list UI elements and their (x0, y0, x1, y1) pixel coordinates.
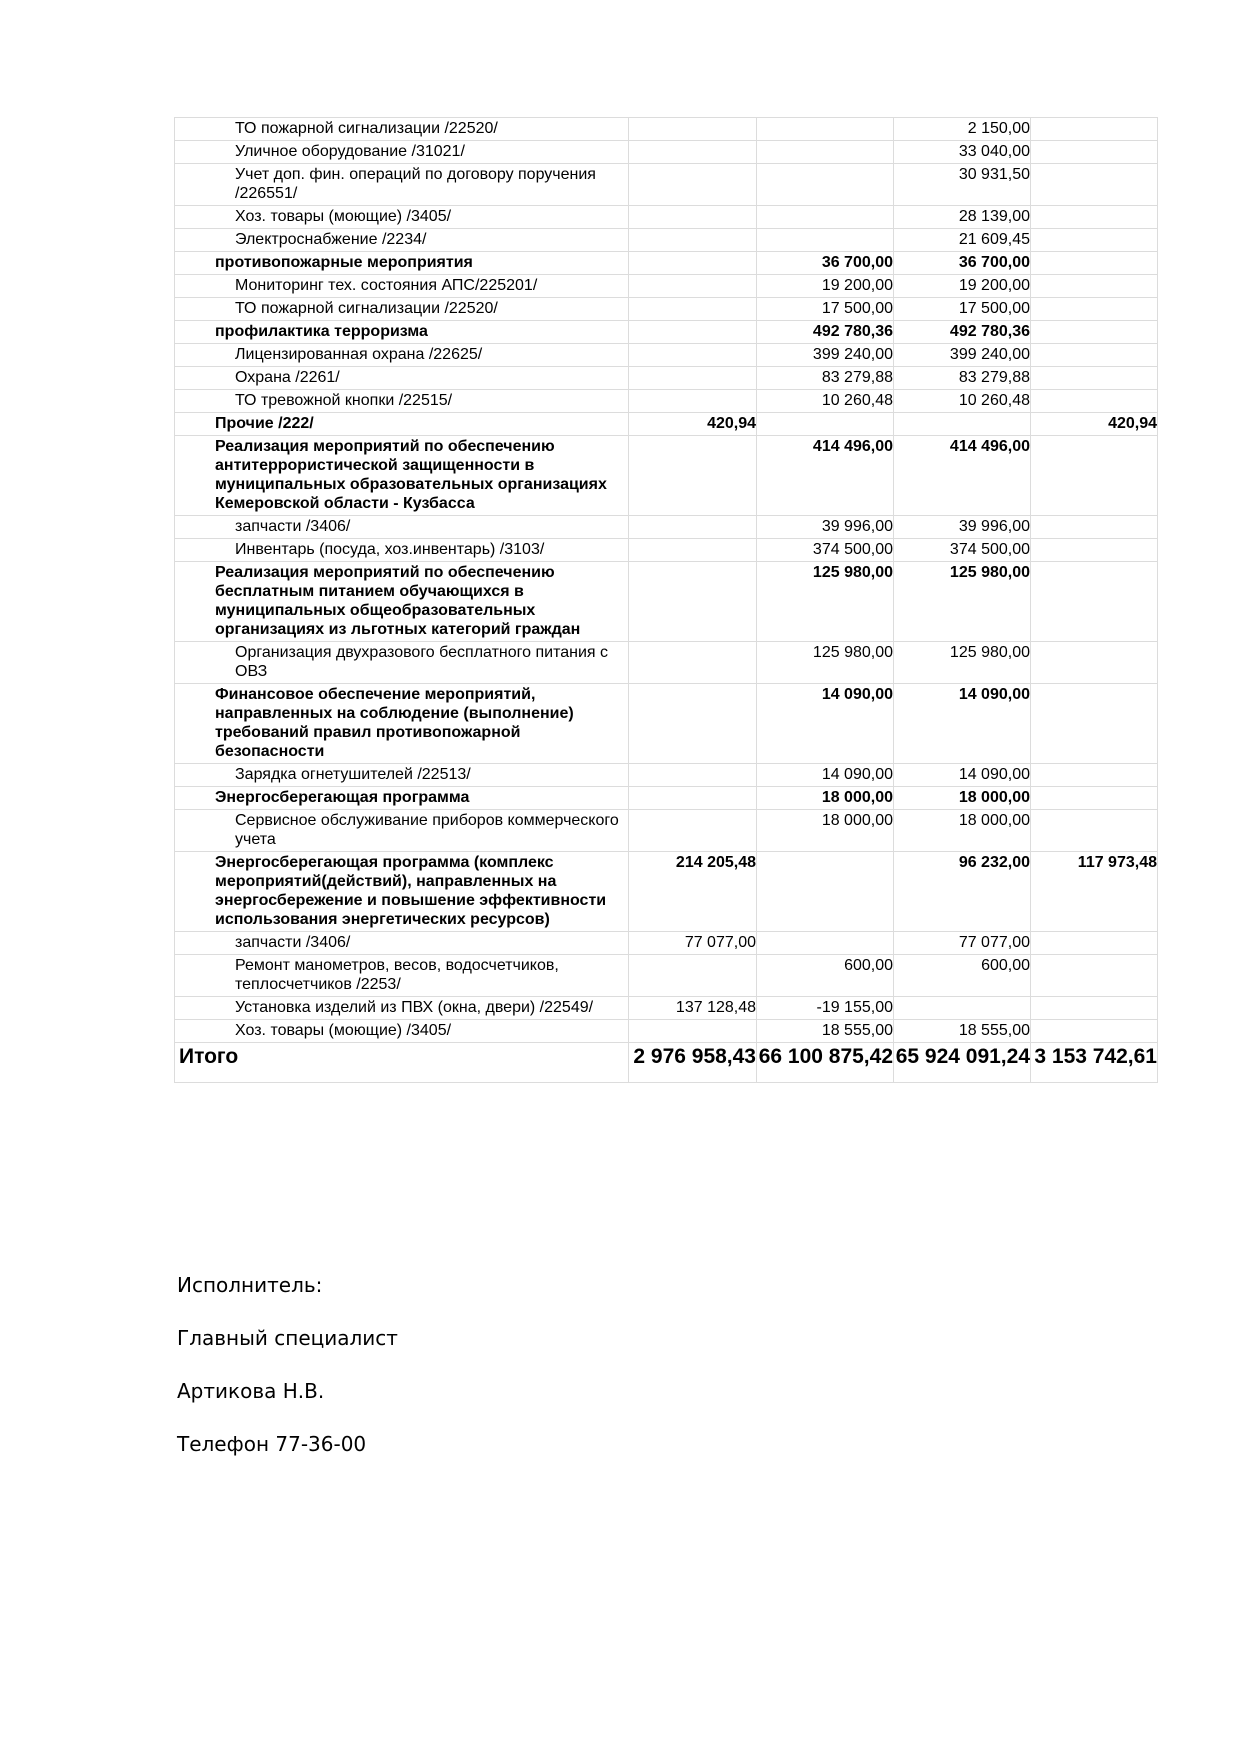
row-col1 (629, 787, 757, 810)
row-col1: 137 128,48 (629, 997, 757, 1020)
row-col1 (629, 390, 757, 413)
row-col3: 374 500,00 (894, 539, 1031, 562)
row-col2: 36 700,00 (757, 252, 894, 275)
table-row (175, 390, 1158, 413)
table-row (175, 164, 1158, 206)
row-col4 (1031, 275, 1158, 298)
row-col4 (1031, 955, 1158, 997)
table-row (175, 229, 1158, 252)
row-name: Реализация мероприятий по обеспечению антитеррористической защищенности в муниципальных образовательных организациях Кемеровской области - Кузбасса (175, 436, 629, 516)
row-col3 (894, 997, 1031, 1020)
table-row (175, 1020, 1158, 1043)
row-col2: 17 500,00 (757, 298, 894, 321)
row-name: Реализация мероприятий по обеспечению бесплатным питанием обучающихся в муниципальных общеобразовательных организациях из льготных категорий граждан (175, 562, 629, 642)
row-col4 (1031, 764, 1158, 787)
row-col4: 117 973,48 (1031, 852, 1158, 932)
row-name: Хоз. товары (моющие) /3405/ (175, 206, 629, 229)
row-col1 (629, 206, 757, 229)
row-col2 (757, 164, 894, 206)
table-group-row (175, 321, 1158, 344)
row-col1 (629, 141, 757, 164)
row-col3: 18 000,00 (894, 787, 1031, 810)
row-col1 (629, 1020, 757, 1043)
row-name: запчасти /3406/ (175, 932, 629, 955)
row-col1 (629, 562, 757, 642)
row-name: Энергосберегающая программа (175, 787, 629, 810)
row-col3: 36 700,00 (894, 252, 1031, 275)
table-group-row (175, 252, 1158, 275)
table-row (175, 955, 1158, 997)
row-col3: 77 077,00 (894, 932, 1031, 955)
executor-name: Артикова Н.В. (177, 1379, 325, 1403)
row-col1 (629, 164, 757, 206)
row-col1 (629, 252, 757, 275)
row-name: ТО пожарной сигнализации /22520/ (175, 118, 629, 141)
table-row (175, 298, 1158, 321)
row-col3: 21 609,45 (894, 229, 1031, 252)
row-col2 (757, 852, 894, 932)
row-col1 (629, 275, 757, 298)
table-group-row (175, 413, 1158, 436)
row-name: Охрана /2261/ (175, 367, 629, 390)
row-col3: 96 232,00 (894, 852, 1031, 932)
row-name: профилактика терроризма (175, 321, 629, 344)
row-col2: 18 000,00 (757, 787, 894, 810)
row-col4 (1031, 539, 1158, 562)
table-group-row (175, 787, 1158, 810)
row-col2: 414 496,00 (757, 436, 894, 516)
row-col4 (1031, 367, 1158, 390)
row-col1 (629, 118, 757, 141)
row-name: Хоз. товары (моющие) /3405/ (175, 1020, 629, 1043)
table-row (175, 206, 1158, 229)
row-col2: -19 155,00 (757, 997, 894, 1020)
table-row (175, 344, 1158, 367)
row-col2 (757, 229, 894, 252)
row-col3: 39 996,00 (894, 516, 1031, 539)
row-col1 (629, 229, 757, 252)
row-col1 (629, 516, 757, 539)
row-col3: 18 555,00 (894, 1020, 1031, 1043)
row-name: ТО тревожной кнопки /22515/ (175, 390, 629, 413)
row-col2 (757, 413, 894, 436)
row-col1 (629, 321, 757, 344)
total-col3: 65 924 091,24 (894, 1043, 1031, 1083)
row-col3: 600,00 (894, 955, 1031, 997)
row-name: Ремонт манометров, весов, водосчетчиков, теплосчетчиков /2253/ (175, 955, 629, 997)
row-col4 (1031, 229, 1158, 252)
row-col2: 83 279,88 (757, 367, 894, 390)
row-col1 (629, 955, 757, 997)
row-name: Энергосберегающая программа (комплекс мероприятий(действий), направленных на энергосбережение и повышение эффективности использования энергетических ресурсов) (175, 852, 629, 932)
row-col4 (1031, 252, 1158, 275)
row-col3: 10 260,48 (894, 390, 1031, 413)
row-col2: 374 500,00 (757, 539, 894, 562)
row-col3 (894, 413, 1031, 436)
row-name: Зарядка огнетушителей /22513/ (175, 764, 629, 787)
signature-block (177, 1270, 398, 1482)
row-col3: 14 090,00 (894, 764, 1031, 787)
row-col4 (1031, 321, 1158, 344)
row-name: Прочие /222/ (175, 413, 629, 436)
table-row (175, 141, 1158, 164)
row-col4 (1031, 642, 1158, 684)
row-name: Учет доп. фин. операций по договору поручения /226551/ (175, 164, 629, 206)
table-group-row (175, 436, 1158, 516)
row-col2: 18 000,00 (757, 810, 894, 852)
table-row (175, 932, 1158, 955)
row-col2: 492 780,36 (757, 321, 894, 344)
table-row (175, 642, 1158, 684)
row-col3: 414 496,00 (894, 436, 1031, 516)
row-col4 (1031, 141, 1158, 164)
row-col2: 600,00 (757, 955, 894, 997)
row-name: Мониторинг тех. состояния АПС/225201/ (175, 275, 629, 298)
row-col2 (757, 206, 894, 229)
row-col2 (757, 118, 894, 141)
row-col3: 125 980,00 (894, 562, 1031, 642)
table-row (175, 764, 1158, 787)
row-col4 (1031, 810, 1158, 852)
row-col3: 399 240,00 (894, 344, 1031, 367)
executor-phone: Телефон 77-36-00 (177, 1432, 367, 1456)
row-col1 (629, 367, 757, 390)
table-row (175, 997, 1158, 1020)
row-col1: 77 077,00 (629, 932, 757, 955)
row-col2: 125 980,00 (757, 562, 894, 642)
row-col1 (629, 539, 757, 562)
row-col1 (629, 344, 757, 367)
row-col4 (1031, 684, 1158, 764)
row-name: Уличное оборудование /31021/ (175, 141, 629, 164)
row-name: противопожарные мероприятия (175, 252, 629, 275)
row-col2: 10 260,48 (757, 390, 894, 413)
total-row (175, 1043, 1158, 1083)
row-col3: 18 000,00 (894, 810, 1031, 852)
row-col4 (1031, 164, 1158, 206)
row-col1 (629, 298, 757, 321)
row-col2: 14 090,00 (757, 684, 894, 764)
row-name: Электроснабжение /2234/ (175, 229, 629, 252)
table-row (175, 539, 1158, 562)
row-col3: 83 279,88 (894, 367, 1031, 390)
executor-position: Главный специалист (177, 1326, 398, 1350)
row-col4 (1031, 206, 1158, 229)
row-name: запчасти /3406/ (175, 516, 629, 539)
table-row (175, 810, 1158, 852)
budget-report-table (174, 117, 1158, 1083)
total-label: Итого (175, 1043, 629, 1083)
table-row (175, 516, 1158, 539)
table-group-row (175, 562, 1158, 642)
row-col1: 420,94 (629, 413, 757, 436)
row-col1: 214 205,48 (629, 852, 757, 932)
row-col1 (629, 436, 757, 516)
row-col3: 19 200,00 (894, 275, 1031, 298)
row-col3: 492 780,36 (894, 321, 1031, 344)
row-col4 (1031, 516, 1158, 539)
row-col4 (1031, 997, 1158, 1020)
table-group-row (175, 684, 1158, 764)
row-col2 (757, 141, 894, 164)
row-name: Сервисное обслуживание приборов коммерческого учета (175, 810, 629, 852)
row-col4 (1031, 1020, 1158, 1043)
row-col2: 125 980,00 (757, 642, 894, 684)
row-col1 (629, 810, 757, 852)
row-col2: 39 996,00 (757, 516, 894, 539)
row-col1 (629, 642, 757, 684)
total-col4: 3 153 742,61 (1031, 1043, 1158, 1083)
row-col2 (757, 932, 894, 955)
row-col4 (1031, 932, 1158, 955)
row-col2: 18 555,00 (757, 1020, 894, 1043)
row-name: ТО пожарной сигнализации /22520/ (175, 298, 629, 321)
row-col3: 14 090,00 (894, 684, 1031, 764)
row-col1 (629, 684, 757, 764)
executor-label: Исполнитель: (177, 1273, 323, 1297)
row-col4 (1031, 562, 1158, 642)
table-row (175, 367, 1158, 390)
table-group-row (175, 852, 1158, 932)
table-row (175, 275, 1158, 298)
row-col3: 28 139,00 (894, 206, 1031, 229)
row-col1 (629, 764, 757, 787)
row-name: Организация двухразового бесплатного питания с ОВЗ (175, 642, 629, 684)
report-table-body (175, 118, 1158, 1043)
row-col3: 30 931,50 (894, 164, 1031, 206)
row-name: Установка изделий из ПВХ (окна, двери) /22549/ (175, 997, 629, 1020)
row-col2: 19 200,00 (757, 275, 894, 298)
row-col3: 125 980,00 (894, 642, 1031, 684)
row-col4 (1031, 118, 1158, 141)
row-name: Финансовое обеспечение мероприятий, направленных на соблюдение (выполнение) требований правил противопожарной безопасности (175, 684, 629, 764)
row-col4 (1031, 390, 1158, 413)
row-col4 (1031, 298, 1158, 321)
row-col2: 399 240,00 (757, 344, 894, 367)
row-col4 (1031, 436, 1158, 516)
row-name: Лицензированная охрана /22625/ (175, 344, 629, 367)
total-col2: 66 100 875,42 (757, 1043, 894, 1083)
total-col1: 2 976 958,43 (629, 1043, 757, 1083)
row-col3: 33 040,00 (894, 141, 1031, 164)
row-col2: 14 090,00 (757, 764, 894, 787)
row-name: Инвентарь (посуда, хоз.инвентарь) /3103/ (175, 539, 629, 562)
row-col3: 2 150,00 (894, 118, 1031, 141)
row-col4 (1031, 344, 1158, 367)
row-col3: 17 500,00 (894, 298, 1031, 321)
row-col4 (1031, 787, 1158, 810)
row-col4: 420,94 (1031, 413, 1158, 436)
table-row (175, 118, 1158, 141)
